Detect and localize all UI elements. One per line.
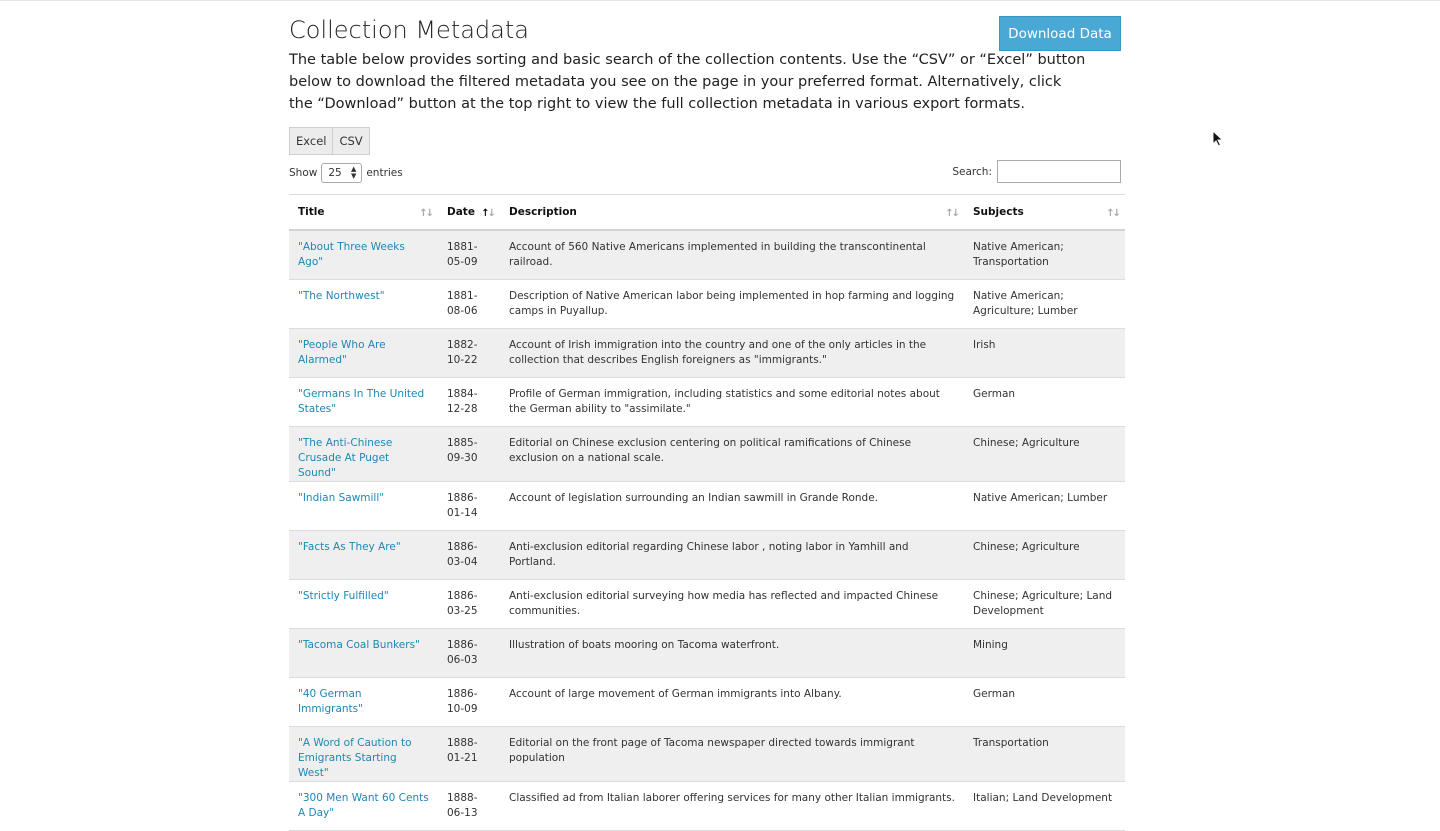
cell-date: 1886-10-09 — [438, 678, 500, 727]
table-row — [289, 427, 1125, 482]
table-row — [289, 782, 1125, 831]
export-button-group — [289, 127, 370, 155]
cell-subjects: German — [964, 678, 1125, 727]
cell-subjects: Chinese; Agriculture; Land Development — [964, 580, 1125, 629]
cell-date: 1886-03-04 — [438, 531, 500, 580]
cell-title — [289, 378, 438, 427]
page-title: Collection Metadata — [289, 16, 529, 44]
cell-date: 1881-05-09 — [438, 230, 500, 280]
cell-subjects: Irish — [964, 329, 1125, 378]
cell-title — [289, 280, 438, 329]
cell-subjects: Mining — [964, 629, 1125, 678]
cell-date: 1886-06-03 — [438, 629, 500, 678]
title-link[interactable]: "Tacoma Coal Bunkers" — [298, 639, 420, 651]
cell-title — [289, 727, 438, 782]
cell-description: Anti-exclusion editorial surveying how media has reflected and impacted Chinese communities. — [500, 580, 964, 629]
page-length-control — [289, 162, 403, 184]
cell-date: 1881-08-06 — [438, 280, 500, 329]
table-header-row — [289, 195, 1125, 231]
cell-subjects: Native American; Transportation — [964, 230, 1125, 280]
excel-export-button[interactable]: Excel — [290, 128, 332, 154]
table-row — [289, 280, 1125, 329]
cell-description: Account of large movement of German immigrants into Albany. — [500, 678, 964, 727]
cell-subjects: Native American; Agriculture; Lumber — [964, 280, 1125, 329]
title-link[interactable]: "The Northwest" — [298, 290, 385, 302]
cell-title — [289, 482, 438, 531]
cell-title — [289, 427, 438, 482]
cell-description: Account of 560 Native Americans implemented in building the transcontinental railroad. — [500, 230, 964, 280]
cell-date: 1886-03-25 — [438, 580, 500, 629]
cell-description: Description of Native American labor being implemented in hop farming and logging camps in Puyallup. — [500, 280, 964, 329]
cell-description: Account of legislation surrounding an Indian sawmill in Grande Ronde. — [500, 482, 964, 531]
title-link[interactable]: "Facts As They Are" — [298, 541, 401, 553]
column-header-title[interactable]: Title ↑↓ — [289, 195, 438, 231]
column-header-date[interactable]: Date ↑↓ — [438, 195, 500, 231]
cell-subjects: Transportation — [964, 727, 1125, 782]
entries-label: entries — [366, 167, 403, 179]
title-link[interactable]: "300 Men Want 60 Cents A Day" — [298, 792, 429, 819]
table-row — [289, 378, 1125, 427]
cell-title — [289, 580, 438, 629]
cell-description: Profile of German immigration, including statistics and some editorial notes about the German ability to "assimilate." — [500, 378, 964, 427]
cell-date: 1888-01-21 — [438, 727, 500, 782]
cell-description: Account of Irish immigration into the country and one of the only articles in the collection that describes English foreigners as "immigrants." — [500, 329, 964, 378]
cell-subjects: Native American; Lumber — [964, 482, 1125, 531]
cell-date: 1885-09-30 — [438, 427, 500, 482]
cell-date: 1886-01-14 — [438, 482, 500, 531]
sort-arrows-icon: ↑↓ — [1106, 208, 1119, 219]
cell-description: Editorial on Chinese exclusion centering on political ramifications of Chinese exclusion on a national scale. — [500, 427, 964, 482]
title-link[interactable]: "A Word of Caution to Emigrants Starting West" — [298, 737, 412, 779]
cell-title — [289, 629, 438, 678]
sort-arrows-icon: ↑↓ — [419, 208, 432, 219]
cell-title — [289, 678, 438, 727]
cell-description: Anti-exclusion editorial regarding Chinese labor , noting labor in Yamhill and Portland. — [500, 531, 964, 580]
table-row — [289, 727, 1125, 782]
title-link[interactable]: "Strictly Fulfilled" — [298, 590, 389, 602]
cell-title — [289, 230, 438, 280]
cell-subjects: Chinese; Agriculture — [964, 531, 1125, 580]
metadata-table — [289, 194, 1125, 831]
table-row — [289, 580, 1125, 629]
cell-subjects: Chinese; Agriculture — [964, 427, 1125, 482]
table-row — [289, 230, 1125, 280]
cell-subjects: German — [964, 378, 1125, 427]
select-caret-icon: ▲ ▼ — [350, 165, 357, 180]
csv-export-button[interactable]: CSV — [332, 128, 368, 154]
search-label: Search: — [952, 165, 992, 178]
cell-description: Classified ad from Italian laborer offering services for many other Italian immigrants. — [500, 782, 964, 831]
title-link[interactable]: "40 German Immigrants" — [298, 688, 363, 715]
table-row — [289, 678, 1125, 727]
search-control — [952, 160, 1121, 183]
entries-select[interactable] — [321, 163, 362, 183]
cell-subjects: Italian; Land Development — [964, 782, 1125, 831]
cell-date: 1882-10-22 — [438, 329, 500, 378]
table-row — [289, 329, 1125, 378]
mouse-pointer-icon — [1212, 130, 1224, 147]
sort-arrows-icon: ↑↓ — [945, 208, 958, 219]
download-data-button[interactable]: Download Data — [999, 16, 1121, 51]
search-input[interactable] — [997, 160, 1121, 183]
show-label: Show — [289, 167, 318, 179]
cell-title — [289, 329, 438, 378]
title-link[interactable]: "Germans In The United States" — [298, 388, 425, 415]
intro-text: The table below provides sorting and basic search of the collection contents. Use the “CSV” or “Excel” button below to download the filtered metadata you see on the page in your preferred format. Alternatively, click the “Download” button at the top right to view the full collection metadata in various export formats. — [289, 52, 1086, 112]
cell-title — [289, 531, 438, 580]
title-link[interactable]: "People Who Are Alarmed" — [298, 339, 386, 366]
title-link[interactable]: "The Anti-Chinese Crusade At Puget Sound" — [298, 437, 393, 479]
column-header-description[interactable]: Description ↑↓ — [500, 195, 964, 231]
cell-date: 1884-12-28 — [438, 378, 500, 427]
column-header-subjects[interactable]: Subjects ↑↓ — [964, 195, 1125, 231]
sort-ascending-icon: ↑↓ — [481, 208, 494, 219]
entries-select-value: 25 — [328, 167, 342, 179]
table-body — [289, 230, 1125, 831]
cell-date: 1888-06-13 — [438, 782, 500, 831]
table-row — [289, 629, 1125, 678]
top-divider — [0, 0, 1440, 1]
title-link[interactable]: "Indian Sawmill" — [298, 492, 385, 504]
cell-description: Illustration of boats mooring on Tacoma waterfront. — [500, 629, 964, 678]
table-row — [289, 482, 1125, 531]
cell-description: Editorial on the front page of Tacoma newspaper directed towards immigrant population — [500, 727, 964, 782]
table-row — [289, 531, 1125, 580]
cell-title — [289, 782, 438, 831]
title-link[interactable]: "About Three Weeks Ago" — [298, 241, 405, 268]
